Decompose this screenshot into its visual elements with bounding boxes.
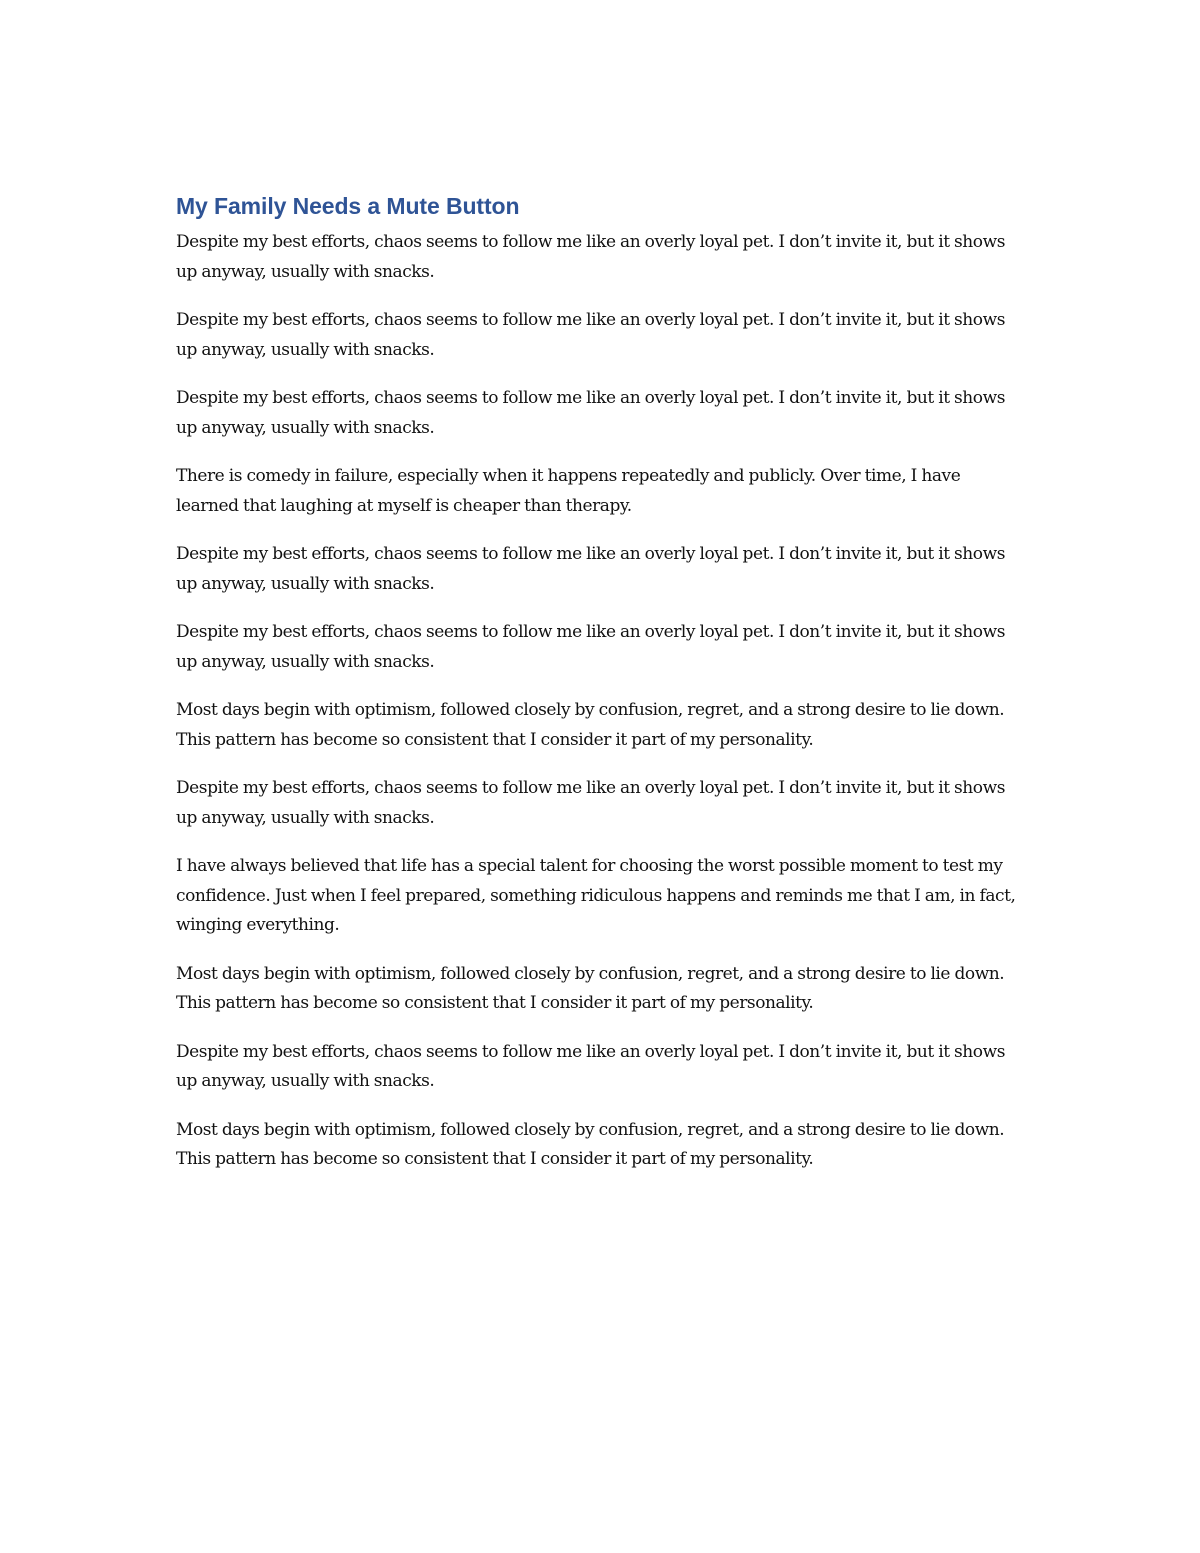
paragraph: Most days begin with optimism, followed closely by confusion, regret, and a strong desire to lie down. This pattern has become so consistent that I consider it part of my personality. — [176, 700, 1005, 750]
document-title: My Family Needs a Mute Button — [176, 193, 520, 219]
paragraph: Despite my best efforts, chaos seems to follow me like an overly loyal pet. I don’t invite it, but it shows up anyway, usually with snacks. — [176, 778, 1005, 828]
paragraph: Despite my best efforts, chaos seems to follow me like an overly loyal pet. I don’t invite it, but it shows up anyway, usually with snacks. — [176, 388, 1005, 438]
paragraph: Most days begin with optimism, followed closely by confusion, regret, and a strong desire to lie down. This pattern has become so consistent that I consider it part of my personality. — [176, 963, 1005, 1013]
document-body — [176, 190, 1026, 1194]
paragraph: Despite my best efforts, chaos seems to follow me like an overly loyal pet. I don’t invite it, but it shows up anyway, usually with snacks. — [176, 622, 1005, 672]
paragraph: Most days begin with optimism, followed closely by confusion, regret, and a strong desire to lie down. This pattern has become so consistent that I consider it part of my personality. — [176, 1119, 1005, 1169]
paragraph: Despite my best efforts, chaos seems to follow me like an overly loyal pet. I don’t invite it, but it shows up anyway, usually with snacks. — [176, 544, 1005, 594]
paragraph: I have always believed that life has a special talent for choosing the worst possible moment to test my confidence. Just when I feel prepared, something ridiculous happens and reminds me that I am, in fact, winging everything. — [176, 856, 1016, 935]
paragraph: Despite my best efforts, chaos seems to follow me like an overly loyal pet. I don’t invite it, but it shows up anyway, usually with snacks. — [176, 232, 1005, 282]
paragraph: Despite my best efforts, chaos seems to follow me like an overly loyal pet. I don’t invite it, but it shows up anyway, usually with snacks. — [176, 310, 1005, 360]
paragraph: There is comedy in failure, especially when it happens repeatedly and publicly. Over time, I have learned that laughing at myself is cheaper than therapy. — [176, 466, 961, 516]
paragraph: Despite my best efforts, chaos seems to follow me like an overly loyal pet. I don’t invite it, but it shows up anyway, usually with snacks. — [176, 1041, 1005, 1091]
